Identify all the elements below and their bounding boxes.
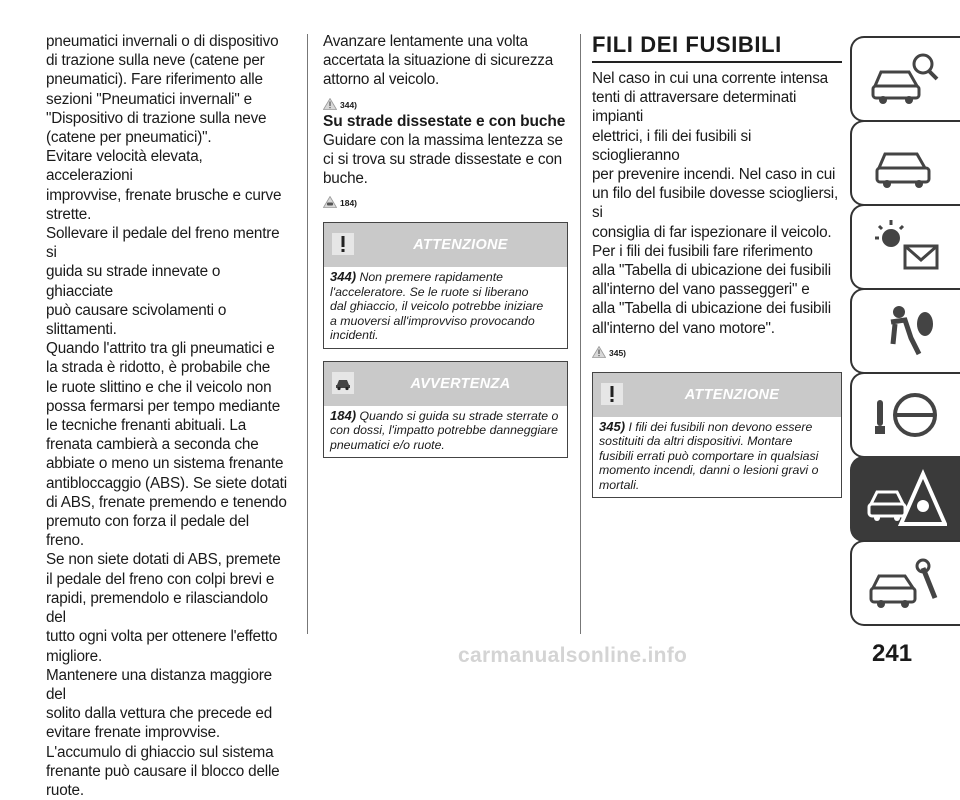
caution-title: AVVERTENZA — [410, 375, 511, 392]
warning-title: ATTENZIONE — [413, 237, 508, 254]
warning-box-header — [324, 223, 567, 267]
warning-body: Non premere rapidamente l'acceleratore. Se le ruote si liberano dal ghiaccio, il veicolo potrebbe iniziare a muoversi all'improvviso provocando incidenti. — [330, 270, 544, 343]
section-title: FILI DEI FUSIBILI — [592, 32, 842, 63]
paragraph: pneumatici invernali o di dispositivo di trazione sulla neve (catene per pneumatici). Fare riferimento alle sezioni "Pneumatici invernali" e "Dispositivo di trazione sulla neve (catene per pneumatici)". — [46, 33, 279, 147]
airbag-person-icon — [865, 298, 947, 364]
tab-airbag-person[interactable] — [850, 288, 960, 374]
column-right — [592, 32, 842, 498]
reference-number: 344) — [340, 99, 358, 110]
reference-number: 345) — [609, 347, 627, 358]
tab-lights-mail[interactable] — [850, 204, 960, 290]
warning-number: 344) — [330, 269, 357, 285]
warning-number: 345) — [599, 418, 626, 434]
section-heading: Su strade dissestate e con buche — [323, 112, 566, 130]
lights-mail-icon — [865, 214, 947, 280]
steering-key-icon — [865, 382, 947, 448]
paragraph: Quando l'attrito tra gli pneumatici e la strada è ridotto, è probabile che le ruote slittino e che il veicolo non possa fermarsi per tempo mediante le tecniche frenanti abituali. La frenata cambierà a seconda che abbiate o meno un sistema frenante antibloccaggio (ABS). Se siete dotati di ABS, frenate premendo e tenendo premuto con forza il pedale del freno. Se non siete dotati di ABS, premete il pedale del freno con colpi brevi e rapidi, premendolo e rilasciandolo del tutto ogni volta per ottenere l'effetto migliore. — [46, 340, 287, 665]
car-caution-icon — [323, 196, 337, 208]
tab-car-info[interactable] — [850, 120, 960, 206]
warning-triangle-icon — [323, 98, 337, 110]
warning-box-header — [593, 373, 841, 417]
warning-text — [324, 267, 567, 348]
car-wrench-icon — [865, 550, 947, 616]
caution-text — [324, 406, 567, 458]
watermark: carmanualsonline.info — [458, 644, 688, 667]
warning-reference — [592, 338, 842, 358]
paragraph: Avanzare lentamente una volta accertata la situazione di sicurezza attorno al veicolo. — [323, 33, 554, 89]
tab-car-search[interactable] — [850, 36, 960, 122]
paragraph: Evitare velocità elevata, accelerazioni improvvise, frenate brusche e curve strette. — [46, 148, 282, 223]
caution-body: Quando si guida su strade sterrate o con dossi, l'impatto potrebbe danneggiare pneumatici e/o ruote. — [330, 408, 559, 452]
car-info-icon — [865, 130, 947, 196]
paragraph: Nel caso in cui una corrente intensa tenti di attraversare determinati impianti elettrici, i fili dei fusibili si scioglieranno per prevenire incendi. Nel caso in cui un filo del fusibile dovesse sciogliersi, si consiglia di far ispezionare il veicolo. Per i fili dei fusibili fare riferimento alla "Tabella di ubicazione dei fusibili all'interno del vano passeggeri" e alla "Tabella di ubicazione dei fusibili all'interno del vano motore". — [592, 70, 839, 337]
warning-box — [592, 372, 842, 499]
warning-box — [323, 222, 568, 349]
column-divider — [307, 34, 308, 634]
tab-steering-key[interactable] — [850, 372, 960, 458]
warning-icon — [332, 233, 354, 255]
warning-triangle-icon — [592, 346, 606, 358]
warning-icon — [601, 383, 623, 405]
paragraph: L'accumulo di ghiaccio sul sistema frenante può causare il blocco delle ruote. — [46, 743, 280, 799]
car-search-icon — [865, 46, 947, 112]
column-middle — [323, 32, 568, 458]
warning-title: ATTENZIONE — [684, 386, 780, 403]
column-left — [46, 32, 290, 800]
warning-text — [593, 417, 841, 498]
paragraph: Guidare con la massima lentezza se ci si trova su strade dissestate e con buche. — [323, 131, 563, 188]
warning-reference — [323, 90, 568, 110]
caution-box-header — [324, 362, 567, 406]
page-number: 241 — [872, 640, 913, 667]
warning-body: I fili dei fusibili non devono essere sostituiti da altri dispositivi. Montare fusibili errati può comportare in qualsiasi momento incendi, danni o lesioni gravi o mortali. — [599, 419, 819, 492]
paragraph: Mantenere una distanza maggiore del solito dalla vettura che precede ed evitare frenate improvvise. — [46, 666, 273, 742]
tab-car-warning[interactable] — [850, 456, 960, 542]
car-warning-icon — [865, 466, 947, 532]
paragraph: Sollevare il pedale del freno mentre si guida su strade innevate o ghiacciate può causare scivolamenti o slittamenti. — [46, 225, 280, 339]
tab-car-wrench[interactable] — [850, 540, 960, 626]
caution-reference — [323, 188, 568, 208]
column-divider — [580, 34, 581, 634]
caution-number: 184) — [330, 407, 357, 423]
car-caution-icon — [332, 372, 354, 394]
reference-number: 184) — [340, 198, 358, 209]
caution-box — [323, 361, 568, 459]
